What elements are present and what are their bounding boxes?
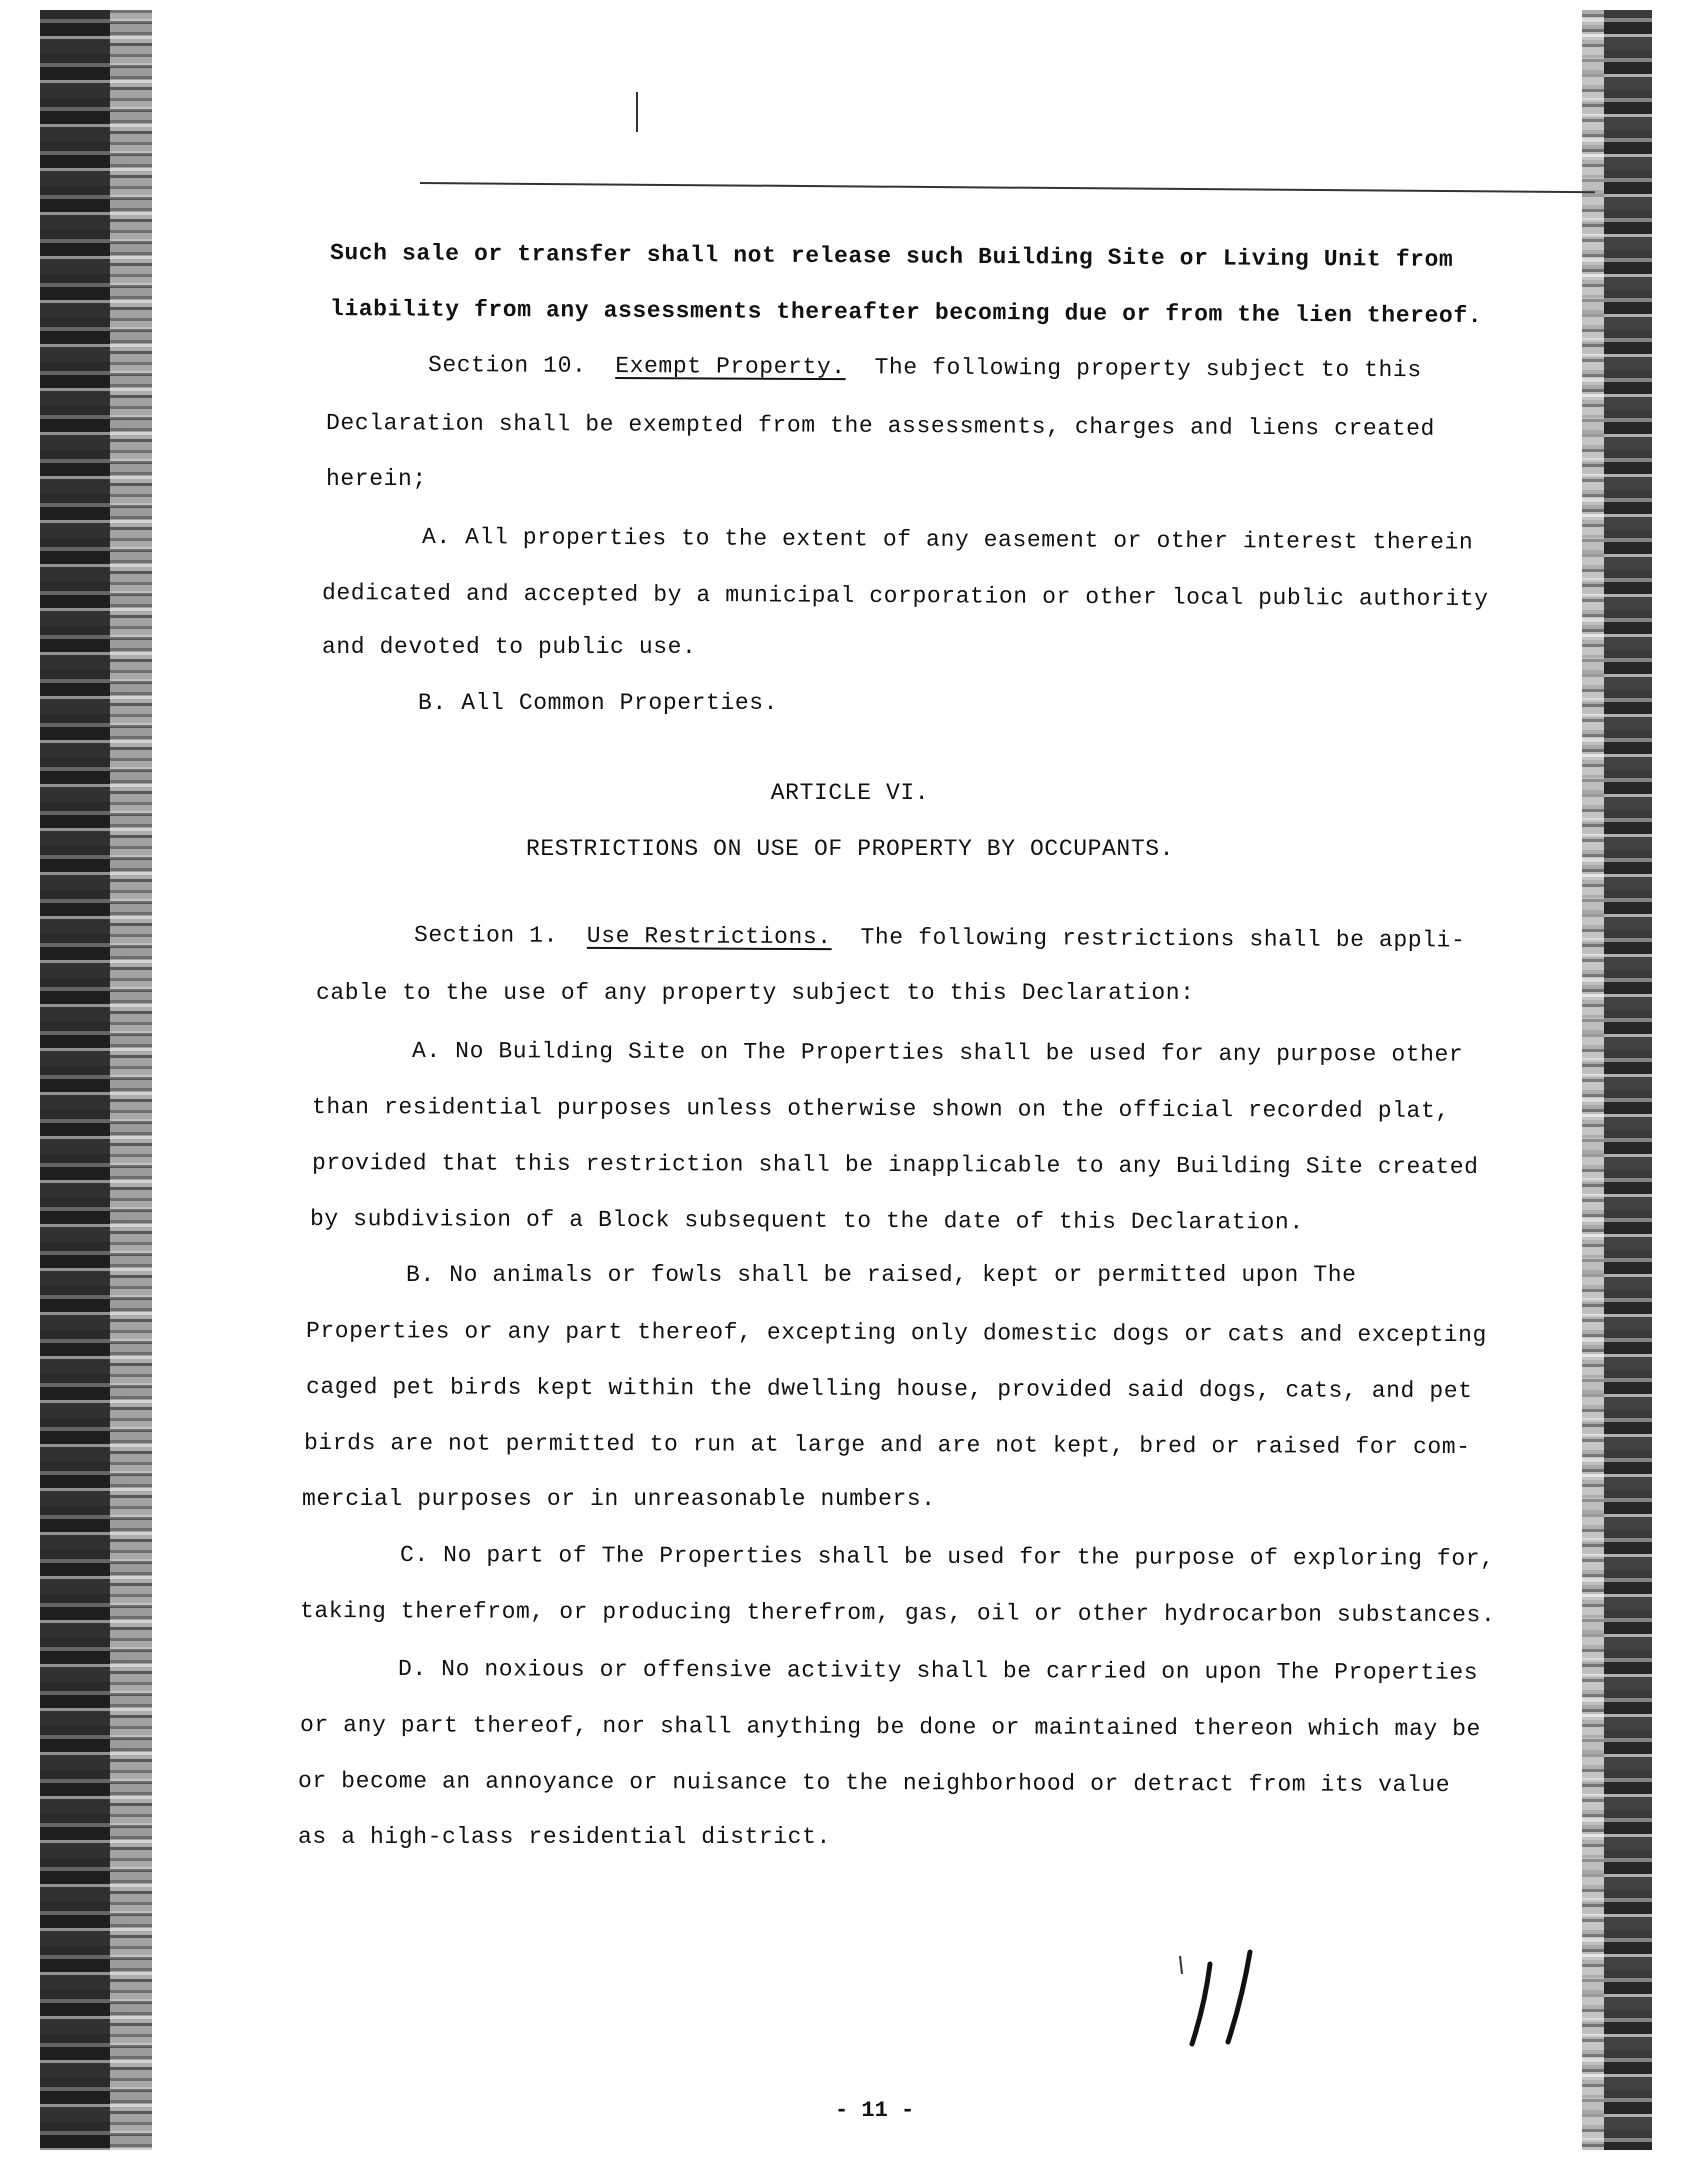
text-line: and devoted to public use. (322, 634, 697, 660)
stray-mark (636, 92, 638, 132)
exempt-item-b: B. All Common Properties. (418, 690, 779, 716)
text-line: or any part thereof, nor shall anything be done or maintained thereon which may be (299, 1712, 1482, 1743)
text-line: birds are not permitted to run at large and are not kept, bred or raised for com- (303, 1430, 1471, 1461)
use-item-a: A. No Building Site on The Properties shall be used for any purpose other (411, 1038, 1464, 1068)
use-item-d: D. No noxious or offensive activity shall be carried on upon The Properties (397, 1656, 1479, 1686)
text-line: Such sale or transfer shall not release such Building Site or Living Unit from (329, 240, 1454, 273)
section-10-label: Section 10. (427, 352, 587, 379)
use-item-b: B. No animals or fowls shall be raised, kept or permitted upon The (406, 1262, 1357, 1288)
text-line: Declaration shall be exempted from the assessments, charges and liens created (325, 410, 1436, 442)
exempt-item-a: A. All properties to the extent of any easement or other interest therein (421, 524, 1474, 556)
section-1-heading: Use Restrictions. (586, 922, 832, 951)
section-10-line (428, 352, 1422, 383)
section-10-text: The following property subject to this (874, 354, 1422, 384)
section-10-heading: Exempt Property. (615, 352, 846, 381)
text-line: provided that this restriction shall be inapplicable to any Building Site created (311, 1150, 1479, 1181)
scan-edge-left (40, 10, 152, 2150)
text-line: Properties or any part thereof, excepting only domestic dogs or cats and excepting (305, 1318, 1488, 1349)
text-line: herein; (326, 466, 427, 492)
use-item-c: C. No part of The Properties shall be used for the purpose of exploring for, (399, 1542, 1495, 1572)
header-rule (420, 182, 1595, 193)
handwritten-page-mark (1170, 1944, 1280, 2054)
text-line: liability from any assessments thereafter becoming due or from the lien thereof. (329, 296, 1483, 330)
scan-edge-right (1582, 10, 1652, 2150)
text-line: as a high-class residential district. (298, 1824, 831, 1850)
section-1-line (414, 922, 1466, 954)
text-line: by subdivision of a Block subsequent to the date of this Declaration. (309, 1206, 1304, 1236)
text-line: than residential purposes unless otherwise shown on the official recorded plat, (311, 1094, 1450, 1124)
text-line: cable to the use of any property subject to this Declaration: (316, 980, 1195, 1006)
text-line: taking therefrom, or producing therefrom, gas, oil or other hydrocarbon substances. (299, 1598, 1496, 1629)
section-1-label: Section 1. (413, 922, 559, 949)
section-1-text: The following restrictions shall be appli- (860, 924, 1466, 954)
text-line: mercial purposes or in unreasonable numbers. (302, 1486, 936, 1512)
article-subtitle: RESTRICTIONS ON USE OF PROPERTY BY OCCUPANTS. (525, 836, 1175, 862)
article-title: ARTICLE VI. (770, 780, 930, 806)
text-line: or become an annoyance or nuisance to the neighborhood or detract from its value (297, 1768, 1451, 1799)
page-number: - 11 - (835, 2098, 915, 2123)
text-line: caged pet birds kept within the dwelling house, provided said dogs, cats, and pet (305, 1374, 1473, 1405)
text-line: dedicated and accepted by a municipal corporation or other local public authority (321, 580, 1489, 613)
